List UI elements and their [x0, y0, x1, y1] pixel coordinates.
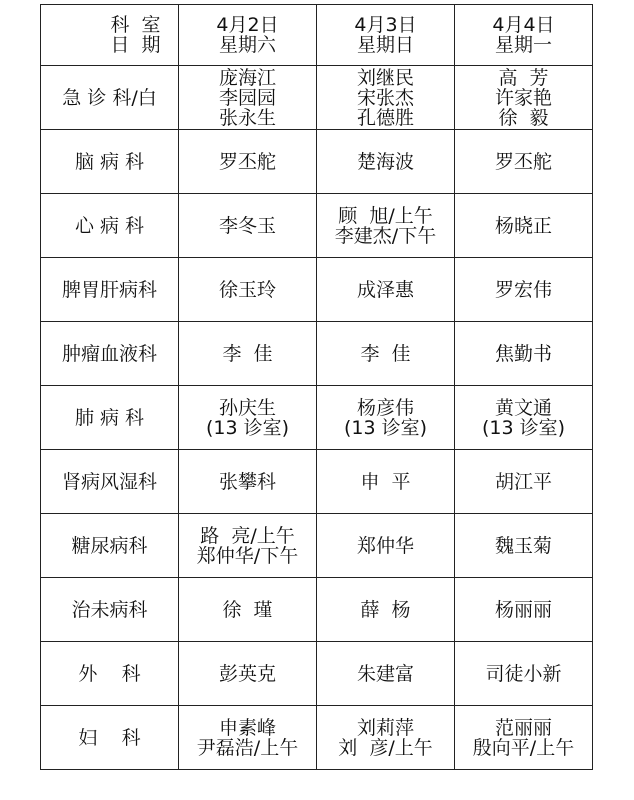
doctor-name: 罗丕舵	[494, 150, 552, 173]
doctor-name: 张攀科	[218, 470, 276, 493]
doctor-name: 彭英克	[218, 662, 276, 685]
schedule-row	[41, 130, 593, 194]
doctor-cell	[179, 194, 317, 258]
doctor-name: 薛 杨	[360, 598, 411, 621]
schedule-row	[41, 514, 593, 578]
doctor-name: 路 亮/上午	[200, 524, 295, 547]
department-cell	[41, 130, 179, 194]
doctor-name: 庞海江	[218, 66, 276, 89]
doctor-name: 朱建富	[356, 662, 414, 685]
doctor-name: 司徒小新	[485, 662, 562, 685]
schedule-body	[41, 5, 593, 770]
doctor-name: 刘继民	[356, 66, 414, 89]
department-cell	[41, 194, 179, 258]
department-name: 治未病科	[71, 598, 148, 621]
department-name: 肿瘤血液科	[61, 342, 157, 365]
doctor-cell	[317, 450, 455, 514]
doctor-name: 高 芳	[498, 66, 549, 89]
doctor-cell	[455, 258, 593, 322]
doctor-name: (13 诊室)	[205, 416, 290, 439]
doctor-cell	[455, 386, 593, 450]
weekday-label: 星期日	[356, 34, 414, 56]
date-label: 4月4日	[492, 14, 555, 36]
doctor-cell	[455, 322, 593, 386]
header-row	[41, 5, 593, 66]
doctor-name: 李冬玉	[218, 214, 276, 237]
doctor-cell	[455, 450, 593, 514]
doctor-name: (13 诊室)	[481, 416, 566, 439]
doctor-name: 殷向平/上午	[472, 736, 575, 759]
doctor-cell	[179, 386, 317, 450]
corner-header-cell	[41, 5, 179, 66]
doctor-cell	[179, 642, 317, 706]
department-name: 肺 病 科	[74, 406, 145, 429]
doctor-cell	[455, 642, 593, 706]
doctor-name: 李 佳	[222, 342, 273, 365]
duty-schedule-table	[40, 4, 593, 770]
doctor-name: 杨彦伟	[356, 396, 414, 419]
department-cell	[41, 450, 179, 514]
doctor-name: 李园园	[218, 86, 276, 109]
date-label: 4月3日	[354, 14, 417, 36]
doctor-name: 成泽惠	[356, 278, 414, 301]
date-header-cell	[179, 5, 317, 66]
schedule-row	[41, 642, 593, 706]
doctor-name: 张永生	[218, 106, 276, 129]
doctor-name: 顾 旭/上午	[338, 204, 433, 227]
doctor-cell	[455, 66, 593, 130]
department-cell	[41, 258, 179, 322]
corner-date-label: 日 期	[110, 34, 161, 56]
doctor-cell	[179, 66, 317, 130]
date-header-cell	[455, 5, 593, 66]
schedule-row	[41, 66, 593, 130]
doctor-cell	[179, 706, 317, 770]
department-name: 肾病风湿科	[61, 470, 157, 493]
doctor-cell	[317, 386, 455, 450]
schedule-row	[41, 578, 593, 642]
department-name: 脾胃肝病科	[61, 278, 157, 301]
department-name: 妇 科	[78, 726, 141, 749]
doctor-name: (13 诊室)	[343, 416, 428, 439]
doctor-cell	[179, 258, 317, 322]
department-cell	[41, 642, 179, 706]
weekday-label: 星期六	[218, 34, 276, 56]
doctor-cell	[179, 514, 317, 578]
doctor-cell	[179, 130, 317, 194]
weekday-label: 星期一	[494, 34, 552, 56]
doctor-cell	[317, 706, 455, 770]
doctor-name: 孔德胜	[356, 106, 414, 129]
doctor-cell	[179, 450, 317, 514]
doctor-name: 杨丽丽	[494, 598, 552, 621]
doctor-name: 孙庆生	[218, 396, 276, 419]
department-cell	[41, 706, 179, 770]
doctor-name: 刘莉萍	[356, 716, 414, 739]
doctor-name: 楚海波	[356, 150, 414, 173]
doctor-name: 刘 彦/上午	[338, 736, 433, 759]
schedule-row	[41, 450, 593, 514]
doctor-name: 郑仲华/下午	[196, 544, 299, 567]
doctor-name: 李建杰/下午	[334, 224, 437, 247]
doctor-cell	[317, 514, 455, 578]
doctor-cell	[317, 258, 455, 322]
doctor-name: 宋张杰	[356, 86, 414, 109]
doctor-name: 徐 毅	[498, 106, 549, 129]
doctor-cell	[455, 578, 593, 642]
doctor-name: 许家艳	[494, 86, 552, 109]
department-cell	[41, 322, 179, 386]
doctor-name: 郑仲华	[356, 534, 414, 557]
doctor-name: 徐 瑾	[222, 598, 273, 621]
doctor-cell	[455, 514, 593, 578]
corner-dept-label: 科 室	[110, 14, 161, 36]
schedule-row	[41, 258, 593, 322]
department-cell	[41, 386, 179, 450]
schedule-row	[41, 706, 593, 770]
doctor-name: 申 平	[360, 470, 411, 493]
doctor-name: 黄文通	[494, 396, 552, 419]
doctor-cell	[317, 578, 455, 642]
department-name: 心 病 科	[74, 214, 145, 237]
doctor-name: 胡江平	[494, 470, 552, 493]
doctor-cell	[455, 706, 593, 770]
doctor-cell	[179, 322, 317, 386]
doctor-cell	[317, 194, 455, 258]
department-name: 脑 病 科	[74, 150, 145, 173]
doctor-name: 徐玉玲	[218, 278, 276, 301]
doctor-cell	[317, 130, 455, 194]
department-cell	[41, 66, 179, 130]
department-cell	[41, 514, 179, 578]
doctor-name: 焦勤书	[494, 342, 552, 365]
schedule-row	[41, 386, 593, 450]
department-name: 外 科	[78, 662, 141, 685]
doctor-name: 申素峰	[218, 716, 276, 739]
doctor-name: 罗丕舵	[218, 150, 276, 173]
doctor-cell	[317, 322, 455, 386]
doctor-name: 范丽丽	[494, 716, 552, 739]
doctor-cell	[455, 130, 593, 194]
doctor-cell	[455, 194, 593, 258]
department-cell	[41, 578, 179, 642]
doctor-name: 杨晓正	[494, 214, 552, 237]
doctor-cell	[179, 578, 317, 642]
schedule-row	[41, 194, 593, 258]
doctor-name: 罗宏伟	[494, 278, 552, 301]
doctor-name: 魏玉菊	[494, 534, 552, 557]
date-label: 4月2日	[216, 14, 279, 36]
schedule-row	[41, 322, 593, 386]
doctor-name: 尹磊浩/上午	[196, 736, 299, 759]
doctor-cell	[317, 642, 455, 706]
doctor-name: 李 佳	[360, 342, 411, 365]
department-name: 糖尿病科	[71, 534, 148, 557]
department-name: 急 诊 科/白	[62, 86, 157, 109]
doctor-cell	[317, 66, 455, 130]
date-header-cell	[317, 5, 455, 66]
